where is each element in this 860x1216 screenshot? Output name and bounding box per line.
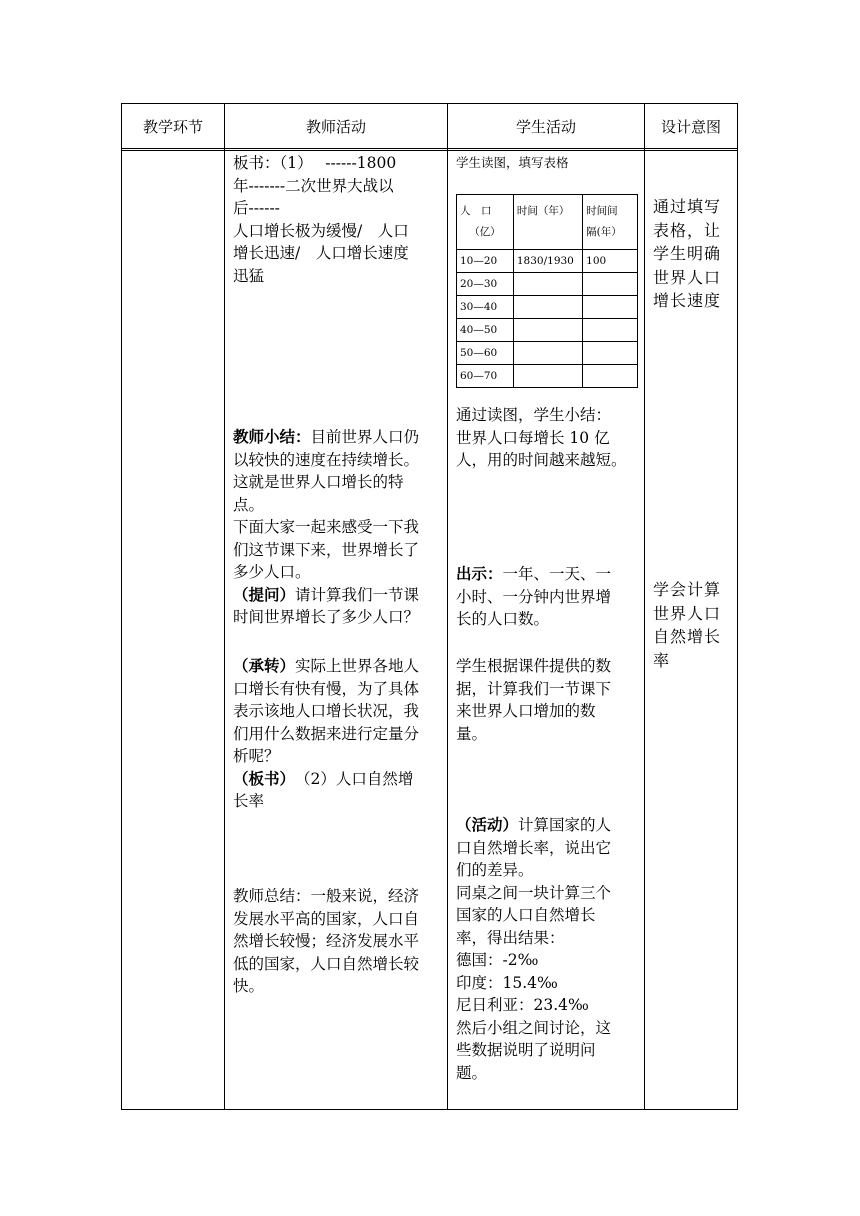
teacher-final-summary xyxy=(233,885,443,998)
board-line-4: 人口增长极为缓慢/ 人口 xyxy=(233,221,409,240)
header-interval-b: 隔(年） xyxy=(586,226,622,238)
table-cell-interval[interactable] xyxy=(583,296,638,319)
table-cell-range: 40—50 xyxy=(457,319,514,342)
table-header-row xyxy=(457,195,638,250)
transition-line-5: 析呢？ xyxy=(233,747,280,765)
student-calculation xyxy=(456,655,641,745)
board-line-2: 年-------二次世界大战以 xyxy=(233,176,394,195)
teacher-transition xyxy=(233,655,443,813)
calc-line-4: 量。 xyxy=(456,724,488,743)
transition-line-1: 实际上世界各地人 xyxy=(295,657,420,675)
table-cell-time[interactable] xyxy=(513,365,582,388)
board-label: 板书： xyxy=(233,154,280,172)
activity-label: （活动） xyxy=(456,815,519,834)
board-line-5: 增长迅速/ 人口增长速度 xyxy=(233,244,409,262)
table-cell-interval[interactable] xyxy=(583,342,638,365)
transition-label: （承转） xyxy=(233,656,296,675)
calc-line-2: 据，计算我们一节课下 xyxy=(456,679,612,698)
table-cell-range: 50—60 xyxy=(457,342,514,365)
feel-line-2: 们这节课下来，世界增长了 xyxy=(233,540,420,559)
table-cell-interval[interactable] xyxy=(583,365,638,388)
activity-line-3: 们的差异。 xyxy=(456,861,534,879)
activity-line-1: 计算国家的人 xyxy=(518,816,612,834)
table-cell-interval[interactable] xyxy=(583,319,638,342)
show-line-1: 一年、一天、一 xyxy=(502,565,612,583)
result-germany: 德国：-2‰ xyxy=(456,951,539,969)
intent2-line-1: 学会计算 xyxy=(653,580,722,599)
conclusion-line-3: 人，用的时间越来越短。 xyxy=(456,451,627,469)
table-cell-range: 10—20 xyxy=(457,250,514,273)
final-line-4: 低的国家，人口自然增长较 xyxy=(233,954,420,973)
table-row xyxy=(457,250,638,273)
transition-line-2: 口增长有快有慢，为了具体 xyxy=(233,679,420,698)
calc-line-1: 学生根据课件提供的数 xyxy=(456,657,612,675)
table-cell-interval[interactable] xyxy=(583,273,638,296)
population-growth-table xyxy=(456,194,638,388)
design-intent-rate xyxy=(653,578,733,672)
question-label: （提问） xyxy=(233,584,296,604)
intent1-line-2: 表格，让 xyxy=(653,220,722,240)
final-line-3: 然增长较慢；经济发展水平 xyxy=(233,932,420,950)
desk-line-2: 国家的人口自然增长 xyxy=(456,906,596,924)
column-divider-1 xyxy=(224,103,225,1110)
student-read-map: 学生读图，填写表格 xyxy=(456,155,569,170)
show-label: 出示： xyxy=(456,564,503,583)
discuss-line-3: 题。 xyxy=(456,1063,488,1082)
teacher-board-writing xyxy=(233,152,443,287)
calc-line-3: 来世界人口增加的数 xyxy=(456,702,596,720)
table-cell-range: 20—30 xyxy=(457,273,514,296)
header-teaching-stage: 教学环节 xyxy=(142,118,203,136)
desk-line-3: 率，得出结果： xyxy=(456,928,565,947)
intent1-line-1: 通过填写 xyxy=(653,197,722,216)
feel-line-1: 下面大家一起来感受一下我 xyxy=(233,518,420,536)
table-row xyxy=(457,319,638,342)
column-divider-3 xyxy=(644,103,645,1110)
student-show xyxy=(456,563,641,631)
desk-line-1: 同桌之间一块计算三个 xyxy=(456,883,612,902)
show-line-2: 小时、一分钟内世界增 xyxy=(456,587,612,606)
board2-label: （板书） xyxy=(233,768,288,788)
teacher-summary xyxy=(233,426,443,629)
table-bottom-border xyxy=(121,1109,738,1110)
board-line-3: 后------ xyxy=(233,199,280,217)
intent2-line-2: 世界人口 xyxy=(653,603,722,623)
board2-line-2: 长率 xyxy=(233,792,265,810)
result-india: 印度：15.4‰ xyxy=(456,973,558,992)
question-line-2: 时间世界增长了多少人口？ xyxy=(233,608,420,626)
table-row xyxy=(457,296,638,319)
header-teacher-activity: 教师活动 xyxy=(305,118,366,136)
show-line-3: 长的人口数。 xyxy=(456,610,550,628)
header-population-b: （亿） xyxy=(469,226,501,238)
final-line-2: 发展水平高的国家，人口自 xyxy=(233,909,420,928)
table-left-border xyxy=(121,103,122,1110)
summary-line-1: 目前世界人口仍 xyxy=(310,428,420,446)
summary-line-2: 以较快的速度在持续增长。 xyxy=(233,450,420,469)
final-line-5: 快。 xyxy=(233,977,265,995)
table-cell-time[interactable] xyxy=(513,273,582,296)
final-line-1: 教师总结：一般来说，经济 xyxy=(233,887,420,905)
board-line-1: （1） ------1800 xyxy=(279,154,397,172)
discuss-line-2: 些数据说明了说明问 xyxy=(456,1041,596,1059)
header-design-intent: 设计意图 xyxy=(660,118,721,136)
board-line-6: 迅猛 xyxy=(233,266,265,285)
intent2-line-4: 率 xyxy=(653,650,671,670)
summary-line-3: 这就是世界人口增长的特 xyxy=(233,473,404,491)
table-cell-time[interactable] xyxy=(513,342,582,365)
activity-line-2: 口自然增长率，说出它 xyxy=(456,838,612,857)
table-top-border xyxy=(121,103,738,104)
transition-line-4: 们用什么数据来进行定量分 xyxy=(233,724,420,743)
header-population-a: 人 口 xyxy=(460,205,492,217)
result-nigeria: 尼日利亚：23.4‰ xyxy=(456,996,589,1014)
design-intent-table xyxy=(653,195,733,313)
intent2-line-3: 自然增长 xyxy=(653,627,722,646)
table-cell-range: 30—40 xyxy=(457,296,514,319)
table-cell-time[interactable] xyxy=(513,319,582,342)
header-student-activity: 学生活动 xyxy=(515,118,576,136)
table-header-population xyxy=(457,195,514,250)
table-cell-interval: 100 xyxy=(583,250,638,273)
column-divider-2 xyxy=(447,103,448,1110)
table-row xyxy=(457,273,638,296)
intent1-line-3: 学生明确 xyxy=(653,244,722,263)
table-cell-range: 60—70 xyxy=(457,365,514,388)
student-activity xyxy=(456,814,641,1084)
table-right-border xyxy=(737,103,738,1110)
table-header-interval xyxy=(583,195,638,250)
board2-line-1: （2）人口自然增 xyxy=(287,769,414,788)
table-row xyxy=(457,365,638,388)
intent1-line-5: 增长速度 xyxy=(653,291,722,310)
summary-line-4: 点。 xyxy=(233,495,265,514)
header-interval-a: 时间间 xyxy=(586,205,618,217)
feel-line-3: 多少人口。 xyxy=(233,563,311,581)
table-cell-time: 1830/1930 xyxy=(513,250,582,273)
conclusion-line-1: 通过读图，学生小结： xyxy=(456,406,612,424)
intent1-line-4: 世界人口 xyxy=(653,267,722,287)
conclusion-line-2: 世界人口每增长 10 亿 xyxy=(456,428,610,447)
student-conclusion xyxy=(456,404,641,472)
transition-line-3: 表示该地人口增长状况，我 xyxy=(233,702,420,720)
table-row xyxy=(457,342,638,365)
summary-label: 教师小结： xyxy=(233,427,311,446)
table-cell-time[interactable] xyxy=(513,296,582,319)
table-header-time: 时间（年） xyxy=(513,195,582,250)
discuss-line-1: 然后小组之间讨论，这 xyxy=(456,1018,612,1037)
question-line-1: 请计算我们一节课 xyxy=(295,585,420,604)
